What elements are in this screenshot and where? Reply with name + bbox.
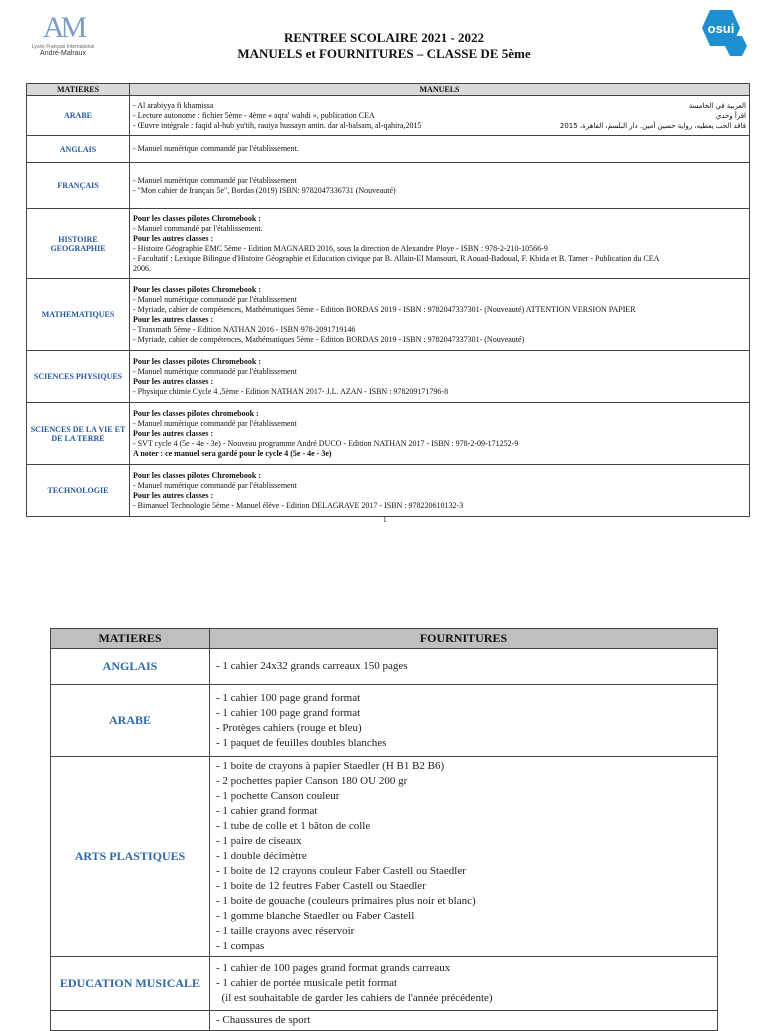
supply-line: - 1 pochette Canson couleur [216, 790, 340, 802]
book-line: Pour les classes pilotes Chromebook : [133, 470, 261, 480]
table-row [27, 136, 750, 163]
school-logo-name: André-Malraux [40, 50, 86, 57]
supply-line: - 1 cahier de 100 pages grand format grands carreaux [216, 962, 451, 974]
books-cell [130, 136, 750, 163]
subject-cell: SCIENCES DE LA VIE ET DE LA TERRE [27, 403, 130, 465]
subject-cell: ARTS PLASTIQUES [51, 757, 210, 957]
arabic-line: فاقد الحب يعطيه، رواية حسين أمين. دار البلسم، القاهرة، 2015 [559, 121, 746, 130]
book-line: - Manuel numérique commandé par l'établissement. [133, 144, 299, 153]
book-line: Pour les autres classes : [133, 314, 214, 324]
supply-line: - 1 cahier de portée musicale petit format [216, 977, 398, 989]
book-line: - Manuel commandé par l'établissement. [133, 223, 263, 233]
fournitures-col-subject: MATIERES [51, 629, 210, 649]
osui-logo-text: osui [707, 21, 735, 36]
book-line: - Manuel numérique commandé par l'établissement [133, 480, 297, 490]
title-line-1: RENTREE SCOLAIRE 2021 - 2022 [283, 30, 485, 45]
supply-line: - 1 paire de ciseaux [216, 835, 302, 847]
arabic-line: اقرأ وحدي [715, 111, 746, 120]
book-line: - SVT cycle 4 (5e - 4e - 3e) - Nouveau programme André DUCO - Edition NATHAN 2017 - ISBN : 978-2-09-171252-9 [133, 438, 519, 448]
table-row [51, 957, 718, 1011]
items-cell [210, 685, 718, 757]
books-cell [130, 351, 750, 403]
supply-line: - 1 cahier 100 page grand format [216, 691, 361, 704]
book-line: 2006. [133, 263, 151, 273]
table-row [51, 757, 718, 957]
subject-cell [51, 1011, 210, 1031]
table-row [51, 649, 718, 685]
title-line-2: MANUELS et FOURNITURES – CLASSE DE 5ème [237, 46, 531, 61]
book-line: - "Mon cahier de français 5e", Bordas (2019) ISBN: 9782047336731 (Nouveauté) [133, 185, 396, 195]
book-line: Pour les classes pilotes Chromebook : [133, 356, 261, 366]
page-header [0, 0, 768, 80]
book-line: A noter : ce manuel sera gardé pour le cycle 4 (5e - 4e - 3e) [133, 448, 332, 458]
book-line: - Bimanuel Technologie 5ème - Manuel élève - Edition DELAGRAVE 2017 - ISBN : 978220610132-3 [133, 500, 464, 510]
books-cell [130, 403, 750, 465]
table-row [27, 279, 750, 351]
manuels-table [26, 83, 750, 517]
table-row [27, 163, 750, 209]
manuels-col-subject: MATIERES [27, 84, 130, 96]
book-line: - Lecture autonome : fichier 5ème - 4ème « aqra' wahdi », publication CEA [133, 110, 375, 120]
fournitures-table [50, 628, 718, 1031]
arabic-line: العربية في الخامسة [688, 101, 746, 110]
book-line: Pour les classes pilotes Chromebook : [133, 284, 261, 294]
book-line: Pour les autres classes : [133, 428, 214, 438]
books-cell [130, 209, 750, 279]
items-cell [210, 957, 718, 1011]
table-row [51, 1011, 718, 1031]
supply-line: - 1 double décimètre [216, 850, 307, 862]
table-row [27, 96, 750, 136]
osui-logo [680, 8, 750, 64]
document-title [180, 30, 588, 62]
manuels-header-row [27, 84, 750, 96]
book-line: - Manuel numérique commandé par l'établissement [133, 418, 297, 428]
book-line: Pour les classes pilotes chromebook : [133, 408, 259, 418]
book-line: - Œuvre intégrale : faqid al-hub yu'tih, rauiya hussayn amin. dar al-balsam, al-qahira,2015 [133, 120, 422, 130]
supply-line: - 1 gomme blanche Staedler ou Faber Castell [216, 910, 415, 922]
book-line: - Histoire Géographie EMC 5ème - Edition MAGNARD 2016, sous la direction de Alexandre Ploye - ISBN : 978-2-210-10566-9 [133, 243, 548, 253]
subject-cell: TECHNOLOGIE [27, 465, 130, 517]
items-cell [210, 649, 718, 685]
supply-line: (il est souhaitable de garder les cahiers de l'année précédente) [216, 992, 493, 1004]
supply-line: - 1 paquet de feuilles doubles blanches [216, 736, 387, 749]
subject-cell: ARABE [27, 96, 130, 136]
table-row [27, 403, 750, 465]
school-logo-mark: AM [42, 11, 84, 44]
arabic-titles [560, 101, 746, 131]
supply-line: - 1 boite de 12 feutres Faber Castell ou Staedler [216, 880, 426, 892]
book-line: - Transmath 5ème - Edition NATHAN 2016 - ISBN 978-2091719146 [133, 324, 356, 334]
table-row [51, 685, 718, 757]
table-row [27, 209, 750, 279]
subject-cell: EDUCATION MUSICALE [51, 957, 210, 1011]
supply-line: - Chaussures de sport [216, 1014, 311, 1026]
supply-line: - 1 cahier 24x32 grands carreaux 150 pages [216, 660, 408, 672]
supply-line: - Protèges cahiers (rouge et bleu) [216, 721, 362, 734]
books-cell [130, 163, 750, 209]
book-line: - Manuel numérique commandé par l'établissement [133, 294, 297, 304]
supply-line: - 1 boite de gouache (couleurs primaires plus noir et blanc) [216, 895, 476, 907]
subject-cell: ARABE [51, 685, 210, 757]
book-line: Pour les autres classes : [133, 376, 214, 386]
supply-line: - 1 boite de 12 crayons couleur Faber Castell ou Staedler [216, 865, 466, 877]
book-line: - Manuel numérique commandé par l'établissement [133, 366, 297, 376]
supply-line: - 1 tube de colle et 1 bâton de colle [216, 820, 371, 832]
page-number: 1 [383, 516, 387, 524]
book-line: - Al arabiyya fi khamissa [133, 100, 214, 110]
manuels-col-books: MANUELS [130, 84, 750, 96]
books-cell [130, 279, 750, 351]
school-logo [28, 12, 98, 68]
supply-line: - 1 cahier grand format [216, 805, 318, 817]
supply-line: - 2 pochettes papier Canson 180 OU 200 gr [216, 775, 408, 787]
book-line: - Myriade, cahier de compétences, Mathématiques 5ème - Edition BORDAS 2019 - ISBN : 9782047337301- (Nouveauté) ATTENTION VERSION PAPIER [133, 304, 636, 314]
supply-line: - 1 boite de crayons à papier Staedler (H B1 B2 B6) [216, 760, 445, 772]
subject-cell: ANGLAIS [51, 649, 210, 685]
book-line: Pour les autres classes : [133, 490, 214, 500]
items-cell [210, 1011, 718, 1031]
table-row [27, 351, 750, 403]
books-cell [130, 96, 750, 136]
book-line: - Facultatif : Lexique Bilingue d'Histoire Géographie et Education civique par B. Allain-El Mansouri, R Aouad-Badoual, F. Kbida et B. Tamer - Publication du CEA [133, 253, 660, 263]
supply-line: - 1 cahier 100 page grand format [216, 706, 361, 719]
fournitures-header-row [51, 629, 718, 649]
book-line: Pour les autres classes : [133, 233, 214, 243]
subject-cell: ANGLAIS [27, 136, 130, 163]
subject-cell: MATHEMATIQUES [27, 279, 130, 351]
subject-cell: SCIENCES PHYSIQUES [27, 351, 130, 403]
school-logo-subtitle: Lycée Français International [31, 44, 95, 50]
subject-cell: HISTOIRE GEOGRAPHIE [27, 209, 130, 279]
book-line: - Manuel numérique commandé par l'établissement [133, 175, 297, 185]
book-line: - Myriade, cahier de compétences, Mathématiques 5ème - Edition BORDAS 2019 - ISBN : 9782047337301- (Nouveauté) [133, 334, 525, 344]
fournitures-col-items: FOURNITURES [210, 629, 718, 649]
items-cell [210, 757, 718, 957]
supply-line: - 1 taille crayons avec réservoir [216, 925, 355, 937]
subject-cell: FRANÇAIS [27, 163, 130, 209]
supply-line: - 1 compas [216, 940, 265, 952]
table-row [27, 465, 750, 517]
books-cell [130, 465, 750, 517]
book-line: Pour les classes pilotes Chromebook : [133, 213, 261, 223]
book-line: - Physique chimie Cycle 4 ,5ème - Edition NATHAN 2017- J.L. AZAN - ISBN : 978209171796-8 [133, 386, 449, 396]
